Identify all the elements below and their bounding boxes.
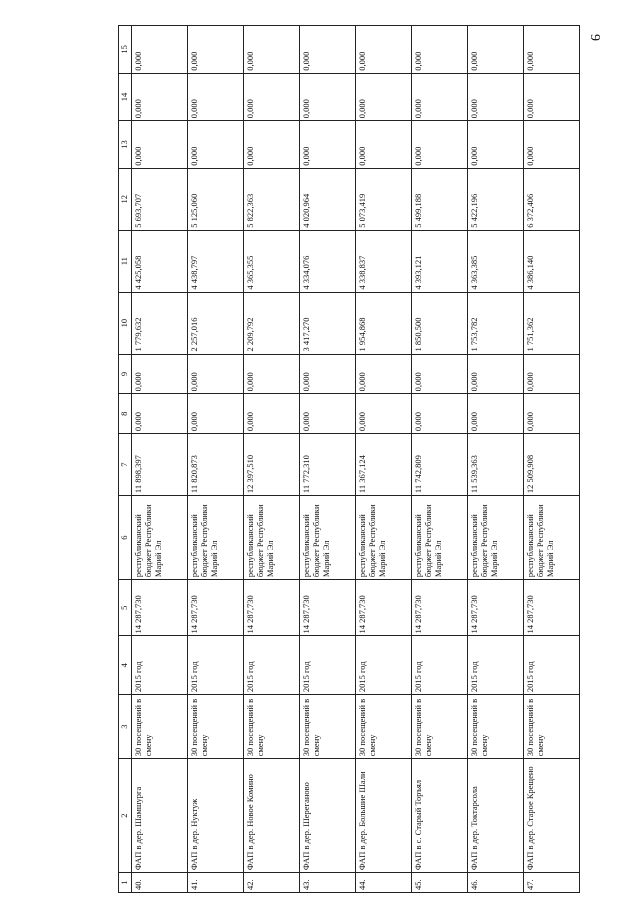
column-header: 3 (119, 695, 132, 759)
facility-name: ФАП в дер. Шереганово (300, 759, 356, 873)
amount-cell: 0,000 (244, 121, 300, 169)
column-header: 14 (119, 73, 132, 121)
table-row (188, 26, 244, 893)
amount-cell: 4 425,058 (132, 230, 188, 292)
amount-cell: 0,000 (300, 73, 356, 121)
amount-cell: 0,000 (524, 73, 580, 121)
amount-cell: 5 693,707 (132, 168, 188, 230)
amount-cell: 4 386,140 (524, 230, 580, 292)
facility-name: ФАП в дер. Старое Крещено (524, 759, 580, 873)
capacity-cell: 30 посещений в смену (468, 695, 524, 759)
amount-cell: 5 125,060 (188, 168, 244, 230)
capacity-cell: 30 посещений в смену (188, 695, 244, 759)
capacity-cell: 30 посещений в смену (356, 695, 412, 759)
amount-cell: 1 753,782 (468, 292, 524, 354)
amount-cell: 0,000 (356, 354, 412, 394)
amount-cell: 0,000 (188, 26, 244, 74)
capacity-cell: 30 посещений в смену (132, 695, 188, 759)
amount-cell: 0,000 (468, 73, 524, 121)
amount-cell: 11 367,124 (356, 434, 412, 496)
amount-cell: 0,000 (412, 26, 468, 74)
column-header: 7 (119, 434, 132, 496)
table-row (412, 26, 468, 893)
cost-cell: 14 287,730 (188, 580, 244, 636)
amount-cell: 0,000 (468, 394, 524, 434)
row-number: 40. (132, 873, 188, 893)
amount-cell: 0,000 (468, 121, 524, 169)
row-number: 43. (300, 873, 356, 893)
funding-source-cell: республиканский бюджет Республики Марий Эл (412, 496, 468, 580)
column-header: 13 (119, 121, 132, 169)
amount-cell: 0,000 (244, 354, 300, 394)
amount-cell: 12 509,908 (524, 434, 580, 496)
year-cell: 2015 год (524, 636, 580, 695)
amount-cell: 0,000 (244, 73, 300, 121)
amount-cell: 0,000 (524, 26, 580, 74)
table-row (356, 26, 412, 893)
year-cell: 2015 год (468, 636, 524, 695)
amount-cell: 11 772,310 (300, 434, 356, 496)
amount-cell: 0,000 (188, 354, 244, 394)
amount-cell: 0,000 (412, 354, 468, 394)
funding-source-cell: республиканский бюджет Республики Марий Эл (300, 496, 356, 580)
amount-cell: 0,000 (468, 26, 524, 74)
amount-cell: 2 257,016 (188, 292, 244, 354)
funding-source-cell: республиканский бюджет Республики Марий Эл (524, 496, 580, 580)
amount-cell: 0,000 (300, 354, 356, 394)
row-number: 41. (188, 873, 244, 893)
amount-cell: 0,000 (132, 26, 188, 74)
facility-name: ФАП в дер. Новое Комино (244, 759, 300, 873)
year-cell: 2015 год (412, 636, 468, 695)
amount-cell: 4 393,121 (412, 230, 468, 292)
amount-cell: 0,000 (524, 354, 580, 394)
column-header: 8 (119, 394, 132, 434)
amount-cell: 5 073,419 (356, 168, 412, 230)
amount-cell: 0,000 (468, 354, 524, 394)
amount-cell: 5 422,196 (468, 168, 524, 230)
amount-cell: 0,000 (412, 121, 468, 169)
facility-name: ФАП в дер. Шамшурга (132, 759, 188, 873)
cost-cell: 14 287,730 (468, 580, 524, 636)
facility-name: ФАП в с. Старый Торъял (412, 759, 468, 873)
amount-cell: 0,000 (132, 394, 188, 434)
year-cell: 2015 год (244, 636, 300, 695)
amount-cell: 11 820,873 (188, 434, 244, 496)
amount-cell: 5 499,188 (412, 168, 468, 230)
amount-cell: 11 742,809 (412, 434, 468, 496)
year-cell: 2015 год (132, 636, 188, 695)
capacity-cell: 30 посещений в смену (412, 695, 468, 759)
amount-cell: 0,000 (132, 73, 188, 121)
amount-cell: 2 209,792 (244, 292, 300, 354)
table-row (524, 26, 580, 893)
column-header: 11 (119, 230, 132, 292)
cost-cell: 14 287,730 (412, 580, 468, 636)
capacity-cell: 30 посещений в смену (300, 695, 356, 759)
amount-cell: 4 338,837 (356, 230, 412, 292)
column-header: 6 (119, 496, 132, 580)
column-header: 12 (119, 168, 132, 230)
cost-cell: 14 287,730 (524, 580, 580, 636)
amount-cell: 11 898,397 (132, 434, 188, 496)
page-number: 9 (587, 34, 602, 41)
amount-cell: 4 020,964 (300, 168, 356, 230)
column-header: 4 (119, 636, 132, 695)
amount-cell: 0,000 (188, 121, 244, 169)
table-row (468, 26, 524, 893)
amount-cell: 12 397,510 (244, 434, 300, 496)
column-header: 10 (119, 292, 132, 354)
amount-cell: 0,000 (300, 121, 356, 169)
table-row (244, 26, 300, 893)
facility-name: ФАП в дер. Токтарсола (468, 759, 524, 873)
amount-cell: 0,000 (524, 394, 580, 434)
amount-cell: 5 822,363 (244, 168, 300, 230)
funding-source-cell: республиканский бюджет Республики Марий Эл (356, 496, 412, 580)
facility-name: ФАП в дер. Нуктуж (188, 759, 244, 873)
amount-cell: 6 372,406 (524, 168, 580, 230)
row-number: 46. (468, 873, 524, 893)
column-header: 2 (119, 759, 132, 873)
year-cell: 2015 год (300, 636, 356, 695)
amount-cell: 11 539,363 (468, 434, 524, 496)
row-number: 47. (524, 873, 580, 893)
funding-source-cell: республиканский бюджет Республики Марий Эл (244, 496, 300, 580)
table-row (132, 26, 188, 893)
row-number: 44. (356, 873, 412, 893)
amount-cell: 0,000 (356, 73, 412, 121)
column-header: 5 (119, 580, 132, 636)
amount-cell: 0,000 (412, 73, 468, 121)
cost-cell: 14 287,730 (244, 580, 300, 636)
amount-cell: 0,000 (300, 26, 356, 74)
amount-cell: 0,000 (412, 394, 468, 434)
amount-cell: 1 779,632 (132, 292, 188, 354)
amount-cell: 0,000 (244, 26, 300, 74)
amount-cell: 0,000 (356, 26, 412, 74)
column-header: 9 (119, 354, 132, 394)
amount-cell: 0,000 (132, 121, 188, 169)
amount-cell: 1 954,868 (356, 292, 412, 354)
capacity-cell: 30 посещений в смену (524, 695, 580, 759)
amount-cell: 1 751,362 (524, 292, 580, 354)
capacity-cell: 30 посещений в смену (244, 695, 300, 759)
funding-source-cell: республиканский бюджет Республики Марий Эл (188, 496, 244, 580)
year-cell: 2015 год (188, 636, 244, 695)
funding-source-cell: республиканский бюджет Республики Марий Эл (468, 496, 524, 580)
table-row (300, 26, 356, 893)
facilities-table (118, 25, 580, 893)
amount-cell: 3 417,270 (300, 292, 356, 354)
amount-cell: 4 365,355 (244, 230, 300, 292)
cost-cell: 14 287,730 (132, 580, 188, 636)
amount-cell: 0,000 (524, 121, 580, 169)
year-cell: 2015 год (356, 636, 412, 695)
row-number: 42. (244, 873, 300, 893)
header-row (119, 26, 132, 893)
cost-cell: 14 287,730 (356, 580, 412, 636)
facility-name: ФАП в дер. Большие Шали (356, 759, 412, 873)
amount-cell: 0,000 (244, 394, 300, 434)
amount-cell: 0,000 (300, 394, 356, 434)
cost-cell: 14 287,730 (300, 580, 356, 636)
amount-cell: 4 334,076 (300, 230, 356, 292)
amount-cell: 0,000 (188, 394, 244, 434)
amount-cell: 0,000 (132, 354, 188, 394)
funding-source-cell: республиканский бюджет Республики Марий Эл (132, 496, 188, 580)
amount-cell: 4 438,797 (188, 230, 244, 292)
amount-cell: 4 363,385 (468, 230, 524, 292)
row-number: 45. (412, 873, 468, 893)
column-header: 1 (119, 873, 132, 893)
amount-cell: 0,000 (188, 73, 244, 121)
amount-cell: 0,000 (356, 121, 412, 169)
column-header: 15 (119, 26, 132, 74)
amount-cell: 0,000 (356, 394, 412, 434)
amount-cell: 1 850,500 (412, 292, 468, 354)
rotated-table-container (118, 25, 580, 893)
table-body (132, 26, 580, 893)
